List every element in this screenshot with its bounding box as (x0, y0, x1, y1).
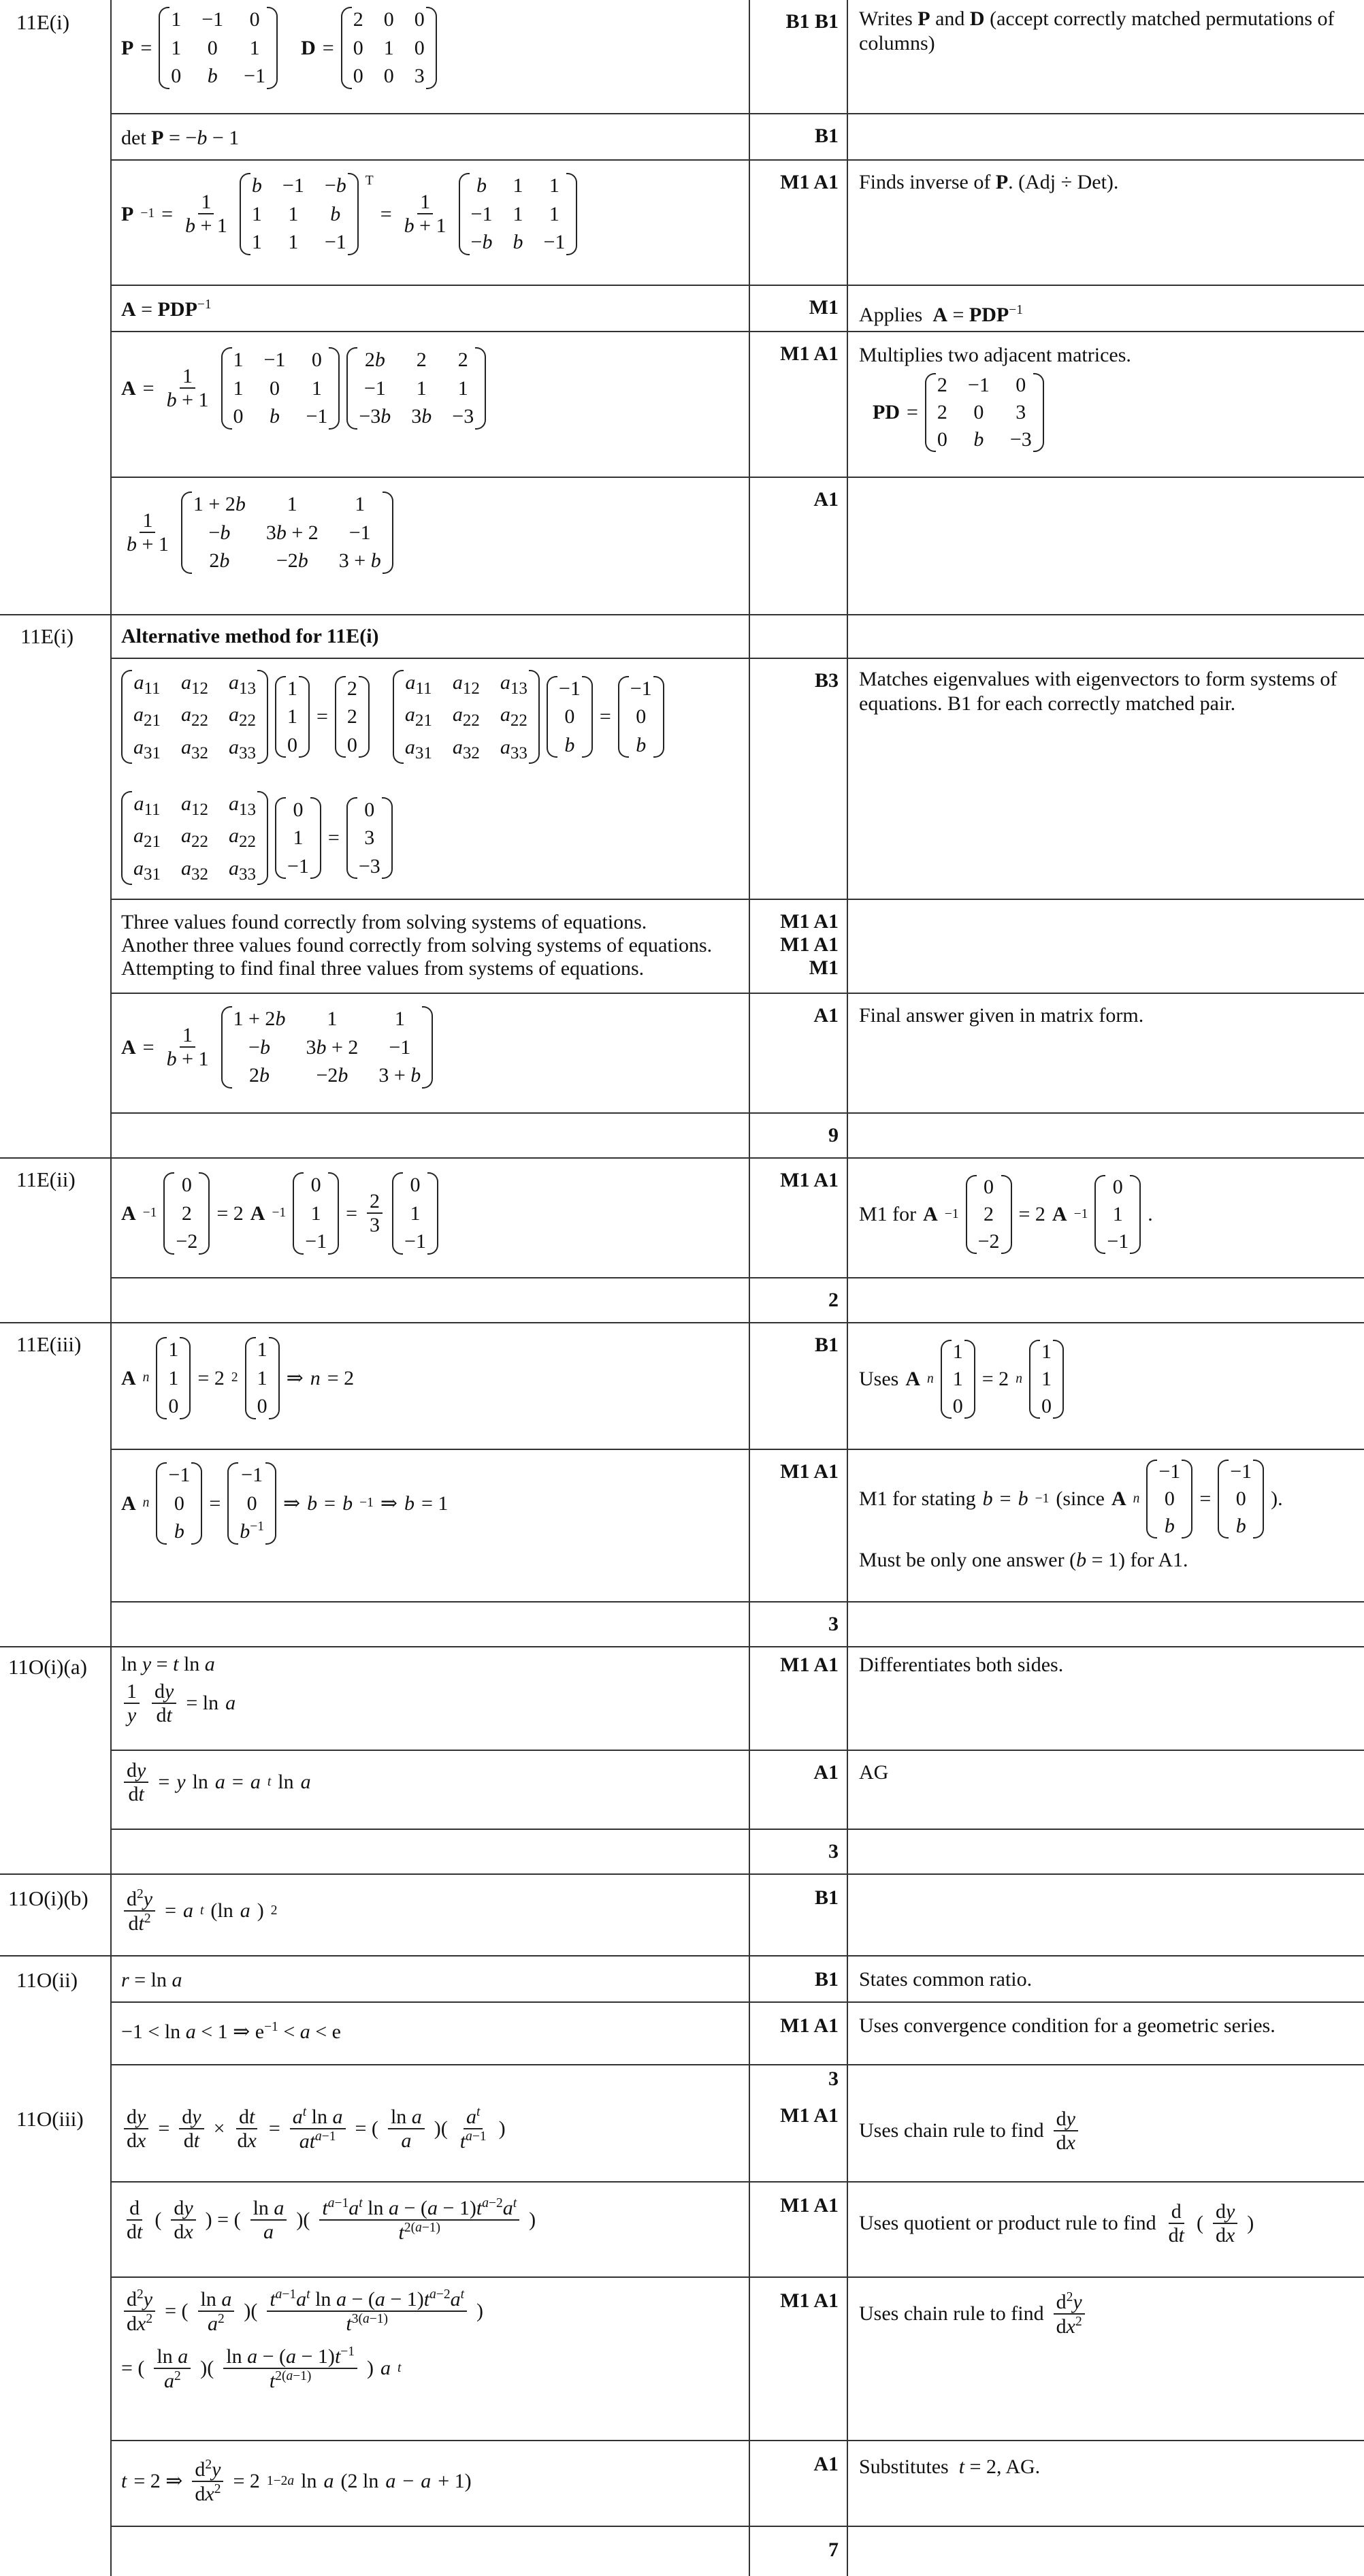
row-divider (110, 2526, 1364, 2527)
marks-total: 9 (828, 1124, 839, 1146)
row-divider (110, 1829, 1364, 1830)
marks: M1 A1 (780, 2014, 839, 2037)
guidance-note: Applies $A = PDP^{-1}$ (859, 303, 1023, 326)
column-divider (110, 0, 112, 2576)
row-divider (110, 1750, 1364, 1751)
guidance-note: Uses chain rule to find $\frac{dy}{dx}$ (859, 2108, 1356, 2154)
row-divider (110, 285, 1364, 286)
guidance-note: M1 for A −1 0 2 −2 = 2 A −1 0 1 −1 . (859, 1176, 1153, 1253)
marks: M1 A1 (780, 1460, 839, 1483)
marks: M1 A1 (780, 2194, 839, 2217)
answer-11oiii-ddt: $\frac{d}{dt}$ ( $\frac{dy}{dx}$ ) = ( $\frac{\text{ln a}}{a}$ )( $\frac{t^{a-1}a^t \ln a - (a - 1)t^{a-2}a^t}{t^{2(a-1)}}$ ) (127, 2196, 536, 2244)
question-label: 11E(i) (16, 10, 70, 34)
marks: M1 A1 (780, 1654, 839, 1676)
answer-11eii: A −1 0 2 −2 = 2 A −1 0 1 −1 = $\frac{2}{3}$ 0 1 −1 (121, 1172, 438, 1255)
marks: A1 (813, 488, 839, 511)
marks: B1 (814, 1968, 839, 1991)
question-label: 11O(iii) (16, 2107, 84, 2131)
marks: M1 A1 (780, 342, 839, 365)
answer-a-result: $\frac{1}{b + 1}$ 1 + 2b 1 1 −b 3b + 2 −1 2b −2b 3 + b (121, 492, 393, 574)
answer-11oiii-substitute: t = 2 ⇒ $\frac{d^2y}{dx^2}$ = 2 1−2a ln a (2 ln a − a + 1) (121, 2458, 472, 2505)
guidance-note: Multiplies two adjacent matrices. PD = 2 −1 0 2 0 3 0 b −3 (859, 344, 1131, 451)
marks: B1 (814, 1334, 839, 1356)
guidance-note: AG (859, 1761, 889, 1784)
answer-11oib: $\frac{d^2y}{dt^2}$ = a t (ln a ) 2 (121, 1887, 278, 1935)
question-label: 11E(ii) (16, 1168, 76, 1191)
guidance-note: Substitutes t = 2, AG. (859, 2456, 1041, 2478)
guidance-note: Uses chain rule to find $\frac{d^2y}{dx^2}$ (859, 2290, 1356, 2338)
row-divider (110, 1449, 1364, 1450)
row-divider (110, 1112, 1364, 1114)
answer-alt-steps: Three values found correctly from solving systems of equations. Another three values found correctly from solving systems of equations. Attempting to find final three values from systems of equations. (121, 911, 713, 980)
answer-11oiii-d2ydx2: $\frac{d^2y}{dx^2}$ = ( $\frac{\text{ln a}}{a^2}$ )( $\frac{t^{a-1}a^t \ln a - (a - 1)t^{a-2}a^t}{t^{3(a-1)}}$ ) = ( $\frac{\text{ln a}}{a^2}$ )( $\frac{\ln a - (a - 1)t^{-1}}{t^{2(a-1)}}$ ) a t (121, 2287, 484, 2392)
row-divider (110, 159, 1364, 161)
row-divider (110, 2276, 1364, 2278)
guidance-note: Finds inverse of P. (Adj ÷ Det). (859, 171, 1119, 193)
answer-11oii-condition: −1 < ln a < 1 ⇒ $e^{-1} < a < e$ (121, 2020, 341, 2043)
answer-p-inverse: P −1 = $\frac{1}{b + 1}$ b −1 −b 1 1 b 1 1 −1 $^T$ = $\frac{1}{b + 1}$ b 1 1 −1 1 1 −b b −1 (121, 173, 577, 255)
answer-alt-result: A = $\frac{1}{b + 1}$ 1 + 2b 1 1 −b 3b + 2 −1 2b −2b 3 + b (121, 1006, 433, 1089)
row-divider (110, 993, 1364, 994)
marks: M1 (809, 296, 839, 319)
row-divider (110, 113, 1364, 114)
question-label: 11O(i)(b) (8, 1886, 88, 1910)
question-label: 11E(iii) (16, 1332, 82, 1356)
guidance-note: Final answer given in matrix form. (859, 1004, 1144, 1027)
answer-11oia: ln y = t ln a $\frac{1}{y}$ $\frac{dy}{dt}$ = ln a (121, 1653, 236, 1726)
guidance-note: M1 for stating b = b −1 (since A n −1 0 b = −1 0 b ). Must be only one answer (b = 1) for A1. (859, 1460, 1283, 1571)
row-divider (110, 477, 1364, 478)
guidance-note: Matches eigenvalues with eigenvectors to form systems of equations. B1 for each correctly matched pair. (859, 668, 1337, 715)
section-divider (0, 1646, 1364, 1647)
row-divider (110, 899, 1364, 900)
section-divider (0, 1322, 1364, 1323)
marks: B1 (814, 1886, 839, 1909)
row-divider (110, 658, 1364, 659)
marks: M1 A1 (780, 2289, 839, 2312)
marks: M1 A1 (780, 1169, 839, 1191)
marks: B3 (814, 669, 839, 692)
marks: M1 A1 (780, 933, 839, 956)
row-divider (110, 2440, 1364, 2441)
row-divider (110, 2064, 1364, 2065)
section-divider (0, 1955, 1364, 1957)
question-label: 11E(i) (20, 624, 74, 648)
marks: A1 (813, 2453, 839, 2475)
marks: M1 A1 (780, 171, 839, 193)
marks-total: 3 (828, 1613, 839, 1635)
answer-11oii-r: r = ln a (121, 1969, 182, 1991)
row-divider (110, 1601, 1364, 1603)
answer-11eiii-n: A n 1 1 0 = 2 2 1 1 0 ⇒ n = 2 (121, 1337, 354, 1419)
answer-a-formula: $A = PDP^{-1}$ (121, 297, 212, 321)
guidance-note: Uses A n 1 1 0 = 2 n 1 1 0 (859, 1340, 1356, 1419)
guidance-note: Writes P and D (accept correctly matched permutations of columns) (859, 7, 1335, 54)
answer-a-product: A = $\frac{1}{b + 1}$ 1 −1 0 1 0 1 0 b −1 2b 2 2 −1 1 1 −3b 3b −3 (121, 347, 486, 430)
row-divider (110, 331, 1364, 332)
section-divider (0, 1873, 1364, 1875)
marks: B1 (814, 125, 839, 147)
guidance-note: Differentiates both sides. (859, 1654, 1064, 1676)
alt-method-title: Alternative method for 11E(i) (121, 625, 379, 647)
answer-alt-equation-2: $a_{11}$ $a_{12}$ $a_{13}$ $a_{21}$ $a_{22}$ $a_{22}$ $a_{31}$ $a_{32}$ $a_{33}$ 0 1 −1 = 0 3 −3 (121, 791, 393, 885)
answer-det-p: det P = −b − 1 (121, 127, 240, 149)
column-divider (847, 0, 848, 2576)
question-label: 11O(ii) (16, 1968, 78, 1992)
marks: B1 B1 (785, 10, 839, 33)
answer-11oia-result: $\frac{dy}{dt}$ = y ln a = a t ln a (121, 1759, 311, 1805)
marks: M1 (809, 956, 839, 979)
marks-total: 2 (828, 1289, 839, 1311)
guidance-note: Uses convergence condition for a geometric series. (859, 2014, 1276, 2037)
answer-alt-equation-1: $a_{11}$ $a_{12}$ $a_{13}$ $a_{21}$ $a_{22}$ $a_{22}$ $a_{31}$ $a_{32}$ $a_{33}$ 1 1 0 = 2 2 0 $a_{11}$ $a_{12}$ $a_{13}$ $a_{21}$ $a_{22}$ $a_{22}$ $a_{31}$ $a_{32}$ $a_{33}$ −1 0 b = −1 0 b (121, 670, 664, 764)
marks: M1 A1 (780, 2104, 839, 2127)
answer-p-d-matrices: P = 1 −1 0 1 0 1 0 b −1 D = 2 0 0 0 1 0 0 0 3 (121, 7, 437, 89)
guidance-note: States common ratio. (859, 1968, 1033, 1991)
row-divider (110, 2001, 1364, 2003)
question-label: 11O(i)(a) (8, 1655, 87, 1679)
guidance-note: Uses quotient or product rule to find $\frac{d}{dt}$ ( $\frac{dy}{dx}$ ) (859, 2200, 1254, 2247)
marks: A1 (813, 1761, 839, 1784)
section-divider (0, 614, 1364, 615)
marks-total: 3 (828, 2067, 839, 2090)
marks-total: 3 (828, 1840, 839, 1863)
marks-total: 7 (828, 2539, 839, 2561)
answer-11oiii-dydx: $\frac{dy}{dx}$ = $\frac{dy}{dt}$ × $\frac{dt}{dx}$ = $\frac{a^t \ln a}{at^{a-1}}$ = ( $\frac{\text{ln a}}{a}$ )( $\frac{a^t}{t^{a-1}}$ ) (121, 2105, 506, 2153)
answer-11eiii-b: A n −1 0 b = −1 0 $b^{-1}$ ⇒ b = b −1 ⇒ b = 1 (121, 1462, 448, 1545)
row-divider (110, 1277, 1364, 1278)
marks: A1 (813, 1004, 839, 1027)
row-divider (110, 2181, 1364, 2183)
section-divider (0, 1157, 1364, 1159)
marks: M1 A1 (780, 910, 839, 933)
